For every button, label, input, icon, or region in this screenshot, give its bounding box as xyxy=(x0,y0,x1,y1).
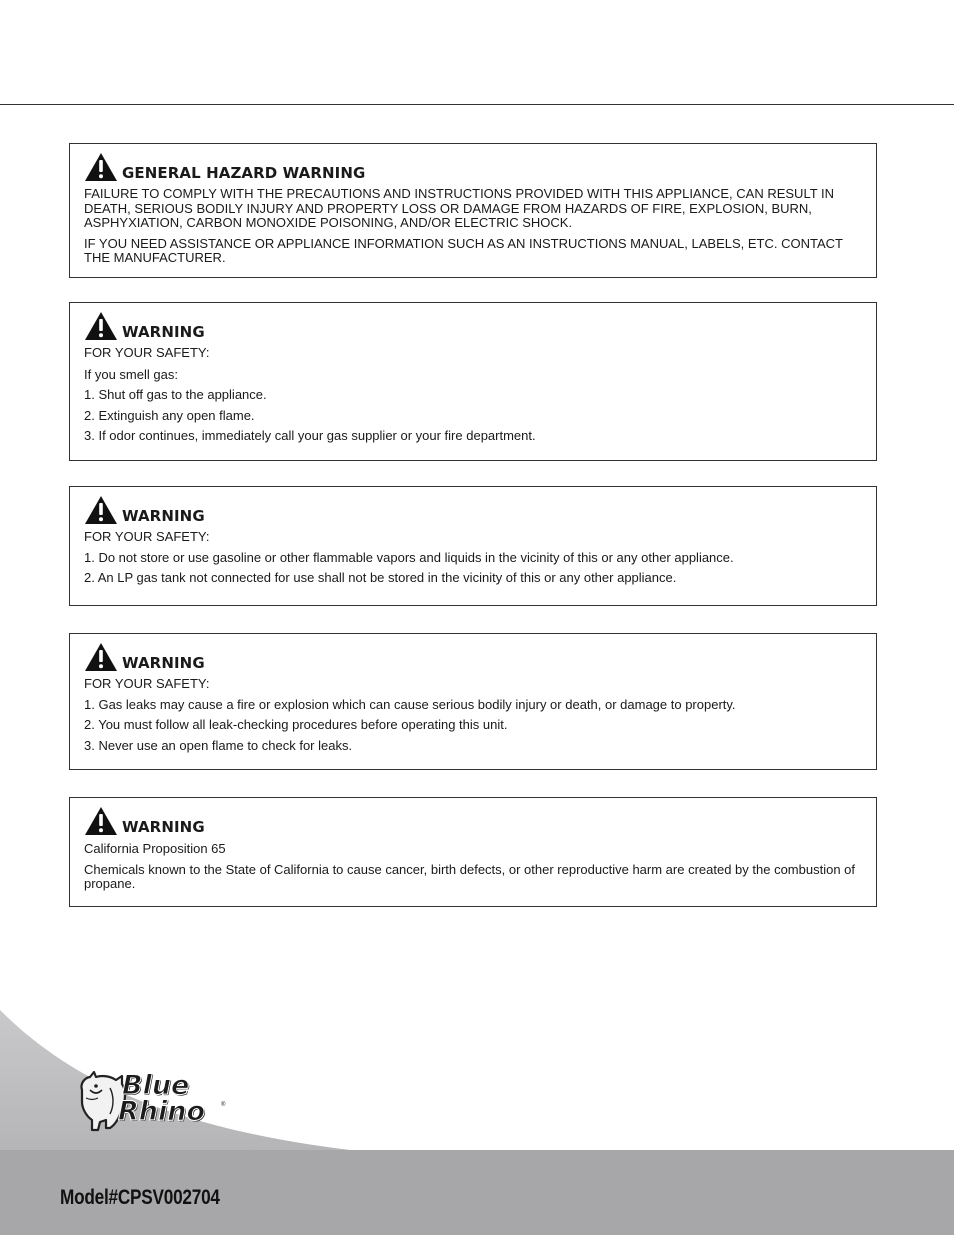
warning-triangle-icon xyxy=(84,152,118,182)
list-item: 1. Shut off gas to the appliance. xyxy=(84,387,267,402)
logo-line1: Blue xyxy=(122,1070,190,1101)
list-item: 3. Never use an open flame to check for leaks. xyxy=(84,737,353,753)
warning-intro: California Proposition 65 xyxy=(84,841,226,856)
warning-title: WARNING xyxy=(122,654,205,672)
model-number: Model#CPSV002704 xyxy=(60,1186,220,1209)
general-hazard-title: GENERAL HAZARD WARNING xyxy=(122,164,366,182)
warning-intro: FOR YOUR SAFETY: xyxy=(84,529,210,544)
warning-gas-leak-box xyxy=(69,633,877,770)
list-item: 2. You must follow all leak-checking procedures before operating this unit. xyxy=(84,717,508,732)
list-item: 2. An LP gas tank not connected for use shall not be stored in the vicinity of this or any other appliance. xyxy=(84,570,677,585)
general-hazard-box xyxy=(69,143,877,278)
warning-triangle-icon xyxy=(84,311,118,341)
list-item: 3. If odor continues, immediately call your gas supplier or your fire department. xyxy=(84,428,536,443)
warning-triangle-icon xyxy=(84,495,118,525)
warning-triangle-icon xyxy=(84,642,118,672)
logo-line2: Rhino xyxy=(118,1096,206,1127)
list-item: 2. Extinguish any open flame. xyxy=(84,407,255,423)
warning-title: WARNING xyxy=(122,507,205,525)
warning-triangle-icon xyxy=(84,806,118,836)
warning-intro: FOR YOUR SAFETY: xyxy=(84,345,210,360)
general-hazard-para1: FAILURE TO COMPLY WITH THE PRECAUTIONS AND INSTRUCTIONS PROVIDED WITH THIS APPLIANCE, CAN RESULT IN DEATH, SERIOUS BODILY INJURY AND PROPERTY LOSS OR DAMAGE FROM HAZARDS OF FIRE, EXPLOSION, BURN, ASPHYXIATION, CARBON MONOXIDE POISONING, AND/OR ELECTRIC SHOCK. xyxy=(84,186,835,230)
list-item: 1. Do not store or use gasoline or other flammable vapors and liquids in the vicinity of this or any other appliance. xyxy=(84,549,734,565)
list-item: 1. Gas leaks may cause a fire or explosion which can cause serious bodily injury or death, or damage to property. xyxy=(84,696,736,712)
blue-rhino-logo xyxy=(76,1068,236,1138)
warning-title: WARNING xyxy=(122,818,205,836)
warning-title: WARNING xyxy=(122,323,205,341)
warning-body: Chemicals known to the State of California to cause cancer, birth defects, or other reproductive harm are created by the combustion of propane. xyxy=(84,861,856,891)
top-rule xyxy=(0,104,954,105)
general-hazard-para2: IF YOU NEED ASSISTANCE OR APPLIANCE INFORMATION SUCH AS AN INSTRUCTIONS MANUAL, LABELS, ETC. CONTACT THE MANUFACTURER. xyxy=(84,235,843,265)
warning-lead: If you smell gas: xyxy=(84,366,178,382)
logo-registered-mark: ® xyxy=(221,1102,226,1108)
warning-prop65-box xyxy=(69,797,877,907)
warning-intro: FOR YOUR SAFETY: xyxy=(84,676,210,691)
warning-gas-smell-box xyxy=(69,302,877,461)
warning-flammable-box xyxy=(69,486,877,606)
